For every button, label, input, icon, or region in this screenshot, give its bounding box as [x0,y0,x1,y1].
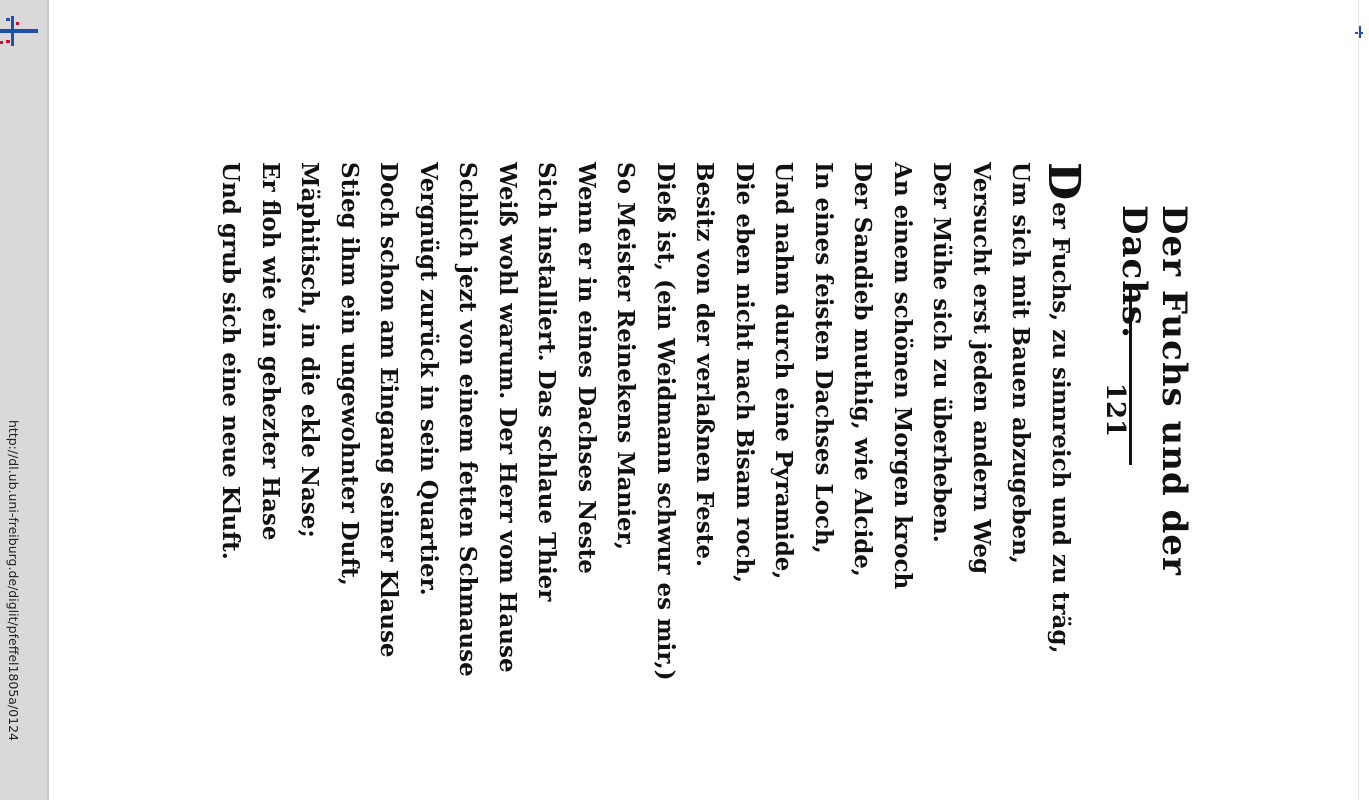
poem-title: Der Fuchs und der Dachs. [1114,205,1194,576]
page-content-rotated [200,150,1200,710]
poem-line: Er floh wie ein gehezter Hase [257,162,284,541]
poem-line: Versucht erst jeden andern Weg [968,162,995,575]
page-number: 121 [1100,382,1130,438]
source-url[interactable]: http://dl.ub.uni-freiburg.de/diglit/pfeffel1805a/0124 [6,420,21,741]
poem-line-text: er Fuchs, zu sinnreich und zu träg, [1047,202,1074,654]
drop-initial: D [1038,162,1089,201]
poem-line: Vergnügt zurück in sein Quartier. [415,162,442,596]
poem-line: In eines feisten Dachses Loch, [810,162,837,554]
strip-edge [47,0,49,800]
poem-line: Die eben nicht nach Bisam roch, [731,162,758,584]
poem-line: Dieß ist, (ein Weidmann schwur es mir,) [652,162,679,681]
poem-line: Der Mühe sich zu überheben. [928,162,956,543]
poem-line: Und nahm durch eine Pyramide, [770,162,798,580]
library-logo-icon [0,10,38,50]
poem-line: Der Sandieb muthig, wie Alcide, [849,162,877,577]
scanned-page [200,0,1200,800]
corner-mark-icon [1355,20,1363,40]
source-attribution [0,420,24,741]
right-gutter-line [1358,0,1359,800]
poem-line: Wenn er in eines Dachses Neste [573,162,600,574]
poem-body [211,162,1089,762]
poem-line: Doch schon am Eingang seiner Klause [375,162,403,658]
poem-line: So Meister Reinekens Manier, [612,162,640,551]
poem-line: Stieg ihm ein ungewohnter Duft, [336,162,363,586]
poem-line: Sich installiert. Das schlaue Thier [533,162,561,602]
poem-line: An einem schönen Morgen kroch [889,162,916,590]
poem-line: Besitz von der verlaßnen Feste. [691,162,719,567]
poem-line: Mäphitisch, in die ekle Nase; [296,162,324,538]
title-rule [1129,285,1132,465]
poem-line: Schlich jezt von einem fetten Schmause [454,162,482,677]
poem-line: Weiß wohl warum. Der Herr vom Hause [494,162,521,673]
poem-line [1038,162,1089,762]
poem-line: Und grub sich eine neue Kluft. [217,162,245,560]
poem-line: Um sich mit Bauen abzugeben, [1007,162,1035,564]
